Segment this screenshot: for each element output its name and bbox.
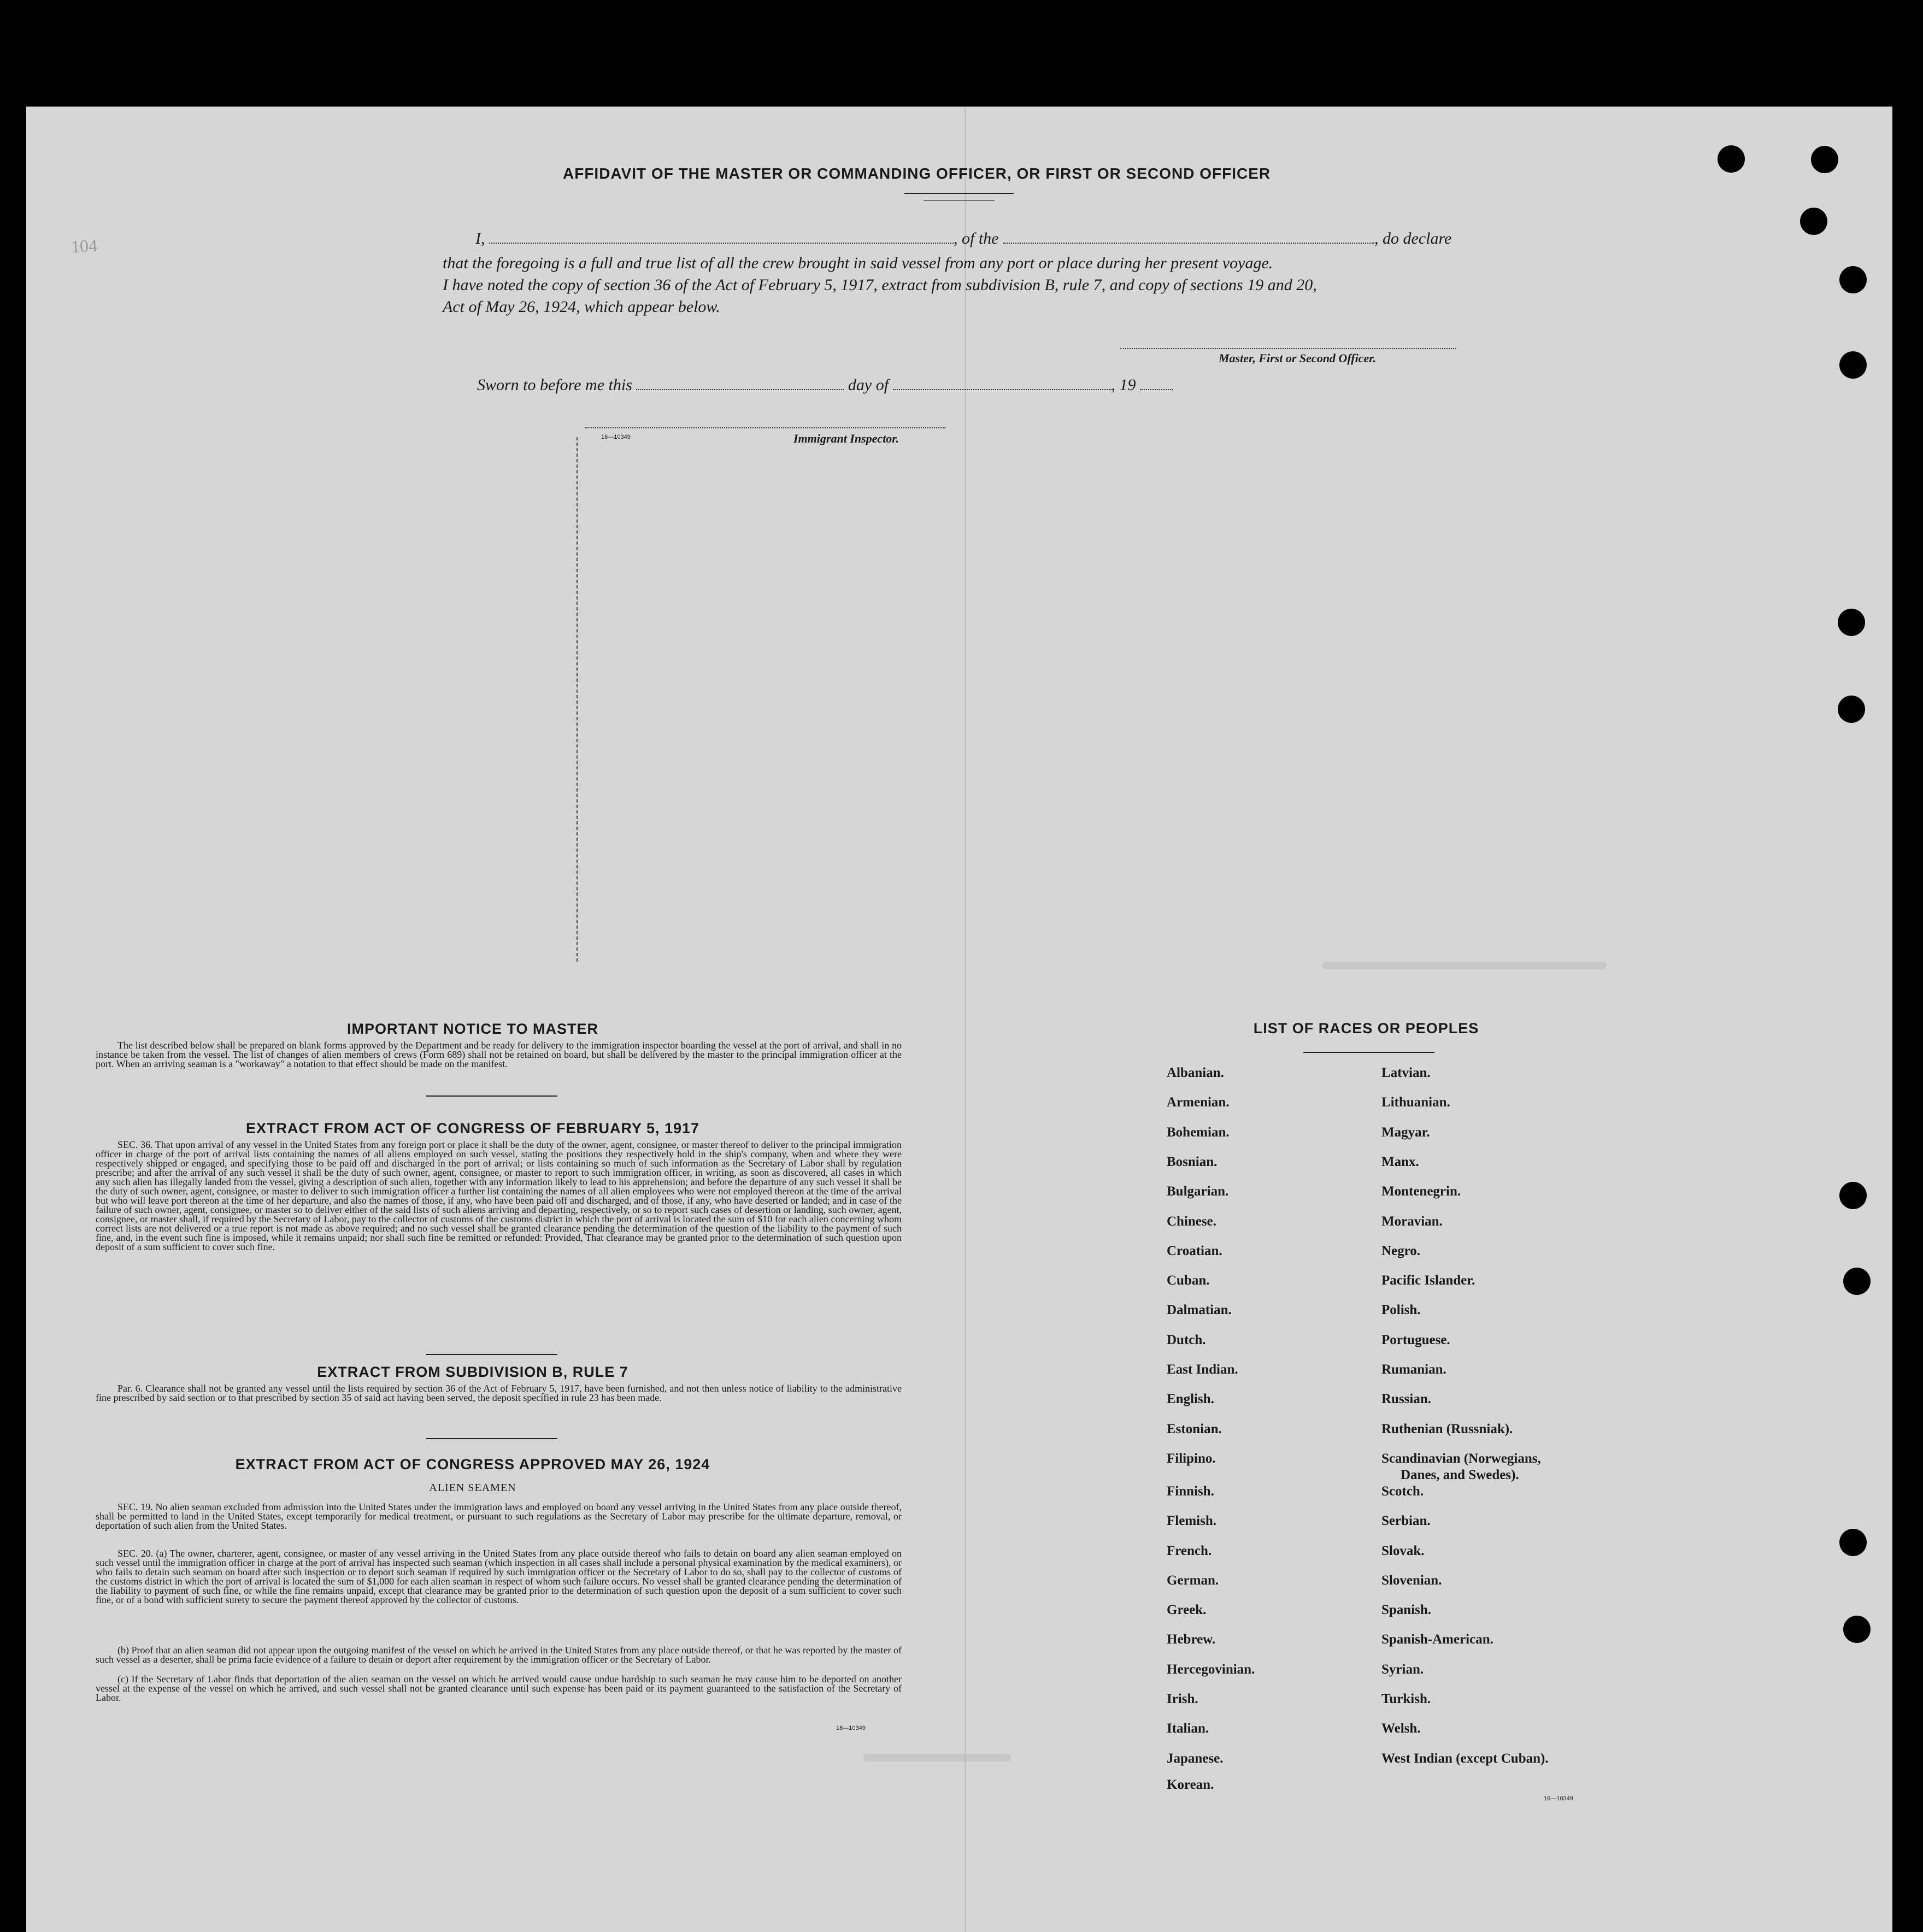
sworn-month-field[interactable] [893,377,1112,390]
master-signature-label: Master, First or Second Officer. [1219,351,1377,365]
race-item: Slovenian. [1381,1572,1442,1588]
affidavit-line-3: I have noted the copy of section 36 of the Act of February 5, 1917, extract from subdivision B, rule 7, and copy of sections 19 and 20, [443,276,1317,294]
extract-rule7-text: Par. 6. Clearance shall not be granted any vessel until the lists required by section 36 of the Act of February 5, 1917, have been furnished, and not then unless notice of liability to the administrative fine prescribed by said section or to that prescribed by section 35 of said act having been served, the deposit specified in rule 23 has been made. [96,1383,902,1403]
race-item: Dalmatian. [1167,1303,1232,1318]
race-item: Welsh. [1381,1721,1421,1736]
race-item: Russian. [1381,1392,1432,1407]
race-item: Portuguese. [1381,1332,1450,1347]
race-item: Spanish. [1381,1603,1432,1618]
race-item: English. [1167,1392,1214,1407]
race-item: Montenegrin. [1381,1184,1461,1199]
race-item: Finnish. [1167,1483,1214,1499]
notice-title: IMPORTANT NOTICE TO MASTER [347,1021,598,1037]
races-title-rule [1303,1052,1434,1053]
form-number: 16—10349 [836,1725,866,1731]
race-item: Rumanian. [1381,1362,1446,1377]
name-field[interactable] [489,231,954,244]
master-signature-line [1120,348,1456,349]
race-item: Negro. [1381,1243,1421,1258]
race-item: Korean. [1167,1777,1214,1793]
vessel-field[interactable] [1003,231,1374,244]
extract-rule7-title: EXTRACT FROM SUBDIVISION B, RULE 7 [317,1364,628,1380]
punch-hole [1839,266,1867,293]
punch-hole [1839,351,1867,379]
extract-1924-subtitle: ALIEN SEAMEN [429,1482,516,1494]
race-item: Japanese. [1167,1751,1224,1766]
race-item: Scotch. [1381,1483,1424,1499]
extract-1917-title: EXTRACT FROM ACT OF CONGRESS OF FEBRUARY 5, 1917 [245,1120,700,1136]
form-number: 16—10349 [601,434,631,440]
race-item: Scandinavian (Norwegians, [1381,1451,1541,1466]
race-item: Serbian. [1381,1513,1431,1529]
punch-hole [1839,1182,1867,1209]
sec-20b-text: (b) Proof that an alien seaman did not appear upon the outgoing manifest of the vessel on which he arrived in the United States from any place outside thereof, or that he was reported by the master of such vessel as a deserter, shall be prima facie evidence of a failure to detain or deport after requirement by the immigration officer or the Secretary of Labor. [96,1645,902,1665]
race-item: Filipino. [1167,1451,1216,1466]
race-item: Turkish. [1381,1692,1431,1706]
faint-mark [1322,962,1607,969]
sworn-year-field[interactable] [1140,377,1173,390]
punch-hole [1811,146,1838,173]
race-item: Danes, and Swedes). [1401,1467,1519,1482]
race-item: Bosnian. [1167,1154,1218,1169]
inspector-signature-label: Immigrant Inspector. [793,432,899,445]
margin-note: 104 [70,235,98,257]
race-item: Manx. [1381,1154,1419,1169]
race-item: Italian. [1167,1721,1209,1736]
race-item: Magyar. [1381,1124,1430,1140]
faint-mark [863,1754,1011,1762]
races-title: LIST OF RACES OR PEOPLES [1253,1020,1479,1036]
race-item: Moravian. [1381,1214,1443,1229]
race-item: Syrian. [1381,1662,1424,1677]
race-item: Irish. [1167,1692,1198,1706]
sec-19-text: SEC. 19. No alien seaman excluded from admission into the United States under the immigration laws and employed on board any vessel arriving in the United States from any place outside thereof, shall be permitted to land in the United States, except temporarily for medical treatment, or pursuant to such regulations as the Secretary of Labor may prescribe for the ultimate departure, removal, or deportation of such alien from the United States. [96,1501,902,1531]
affidavit-line-4: Act of May 26, 1924, which appear below. [443,298,720,316]
race-item: Chinese. [1167,1214,1216,1229]
sec-20a-text: SEC. 20. (a) The owner, charterer, agent, consignee, or master of any vessel arriving in the United States from any place outside thereof who fails to detain on board any alien seaman employed on such vessel until the immigration officer in charge at the port of arrival has inspected such seaman (which inspection in all cases shall include a personal physical examination by the medical examiners), or who fails to detain such seaman on board after such inspection or to deport such seaman if required by such immigration officer or the Secretary of Labor to do so, shall pay to the collector of customs of the customs district in which the port of arrival is located the sum of $1,000 for each alien seaman in respect of whom such failure occurs. No vessel shall be granted clearance pending the determination of the liability to payment of such fine, or while the fine remains unpaid, except that clearance may be granted prior to the determination of such question upon the deposit of a sum sufficient to cover such fine, or of a bond with sufficient surety to secure the payment thereof approved by the collector of customs. [96,1548,902,1605]
race-item: French. [1167,1543,1212,1558]
sec-20c-text: (c) If the Secretary of Labor finds that deportation of the alien seaman on the vessel on which he arrived would cause undue hardship to such seaman he may cause him to be deported on another vessel at the expense of the vessel on which he arrived, and such vessel shall not be granted clearance until such expense has been paid or its payment guaranteed to the satisfaction of the Secretary of Labor. [96,1674,902,1703]
inspector-signature-line [585,427,945,428]
race-item: Bohemian. [1167,1124,1230,1140]
race-item: Hercegovinian. [1167,1662,1255,1677]
section-rule [426,1438,557,1439]
race-item: Slovak. [1381,1543,1425,1558]
vertical-dotted-guide [577,437,578,962]
race-item: Greek. [1167,1603,1207,1618]
race-item: East Indian. [1167,1362,1238,1377]
sworn-day-label: day of [848,376,889,394]
race-item: Croatian. [1167,1243,1222,1258]
race-item: Dutch. [1167,1332,1206,1347]
punch-hole [1843,1268,1871,1295]
race-item: Spanish-American. [1381,1632,1493,1647]
race-item: Flemish. [1167,1513,1216,1529]
affidavit-i: I, [475,229,485,248]
form-number: 16—10349 [1544,1795,1573,1802]
title-rule [924,200,995,201]
section-rule [426,1354,557,1355]
race-item: Armenian. [1167,1095,1230,1110]
race-item: Bulgarian. [1167,1184,1229,1199]
punch-hole [1838,696,1865,723]
race-item: German. [1167,1572,1219,1588]
affidavit-line-1 [475,229,1451,248]
race-item: Latvian. [1381,1065,1431,1080]
race-item: Polish. [1381,1303,1421,1318]
race-item: Pacific Islander. [1381,1273,1475,1288]
punch-hole [1839,1529,1867,1556]
affidavit-title: AFFIDAVIT OF THE MASTER OR COMMANDING OFFICER, OR FIRST OR SECOND OFFICER [563,165,1271,182]
race-item: Ruthenian (Russniak). [1381,1421,1513,1436]
extract-1917-text: SEC. 36. That upon arrival of any vessel in the United States from any foreign port or place it shall be the duty of the owner, agent, consignee, or master thereof to deliver to the principal immigration officer in charge of the port of arrival lists containing the names of all aliens employed on such vessel, stating the positions they respectively hold in the ship's company, when and where they were respectively shipped or engaged, and specifying those to be paid off and discharged in the port of arrival; or lists containing so much of such information as the Secretary of Labor shall by regulation prescribe; and after the arrival of any such vessel it shall be the duty of such owner, agent, consignee, or master to report to such immigration officer, in writing, as soon as discovered, all cases in which any such alien has illegally landed from the vessel, giving a description of such alien, together with any information likely to lead to his apprehension; and before the departure of any such vessel it shall be the duty of such owner, agent, consignee, or master to deliver to such immigration officer a further list containing the names of all alien employees who were not employed thereon at the time of the arrival but who will leave port thereon at the time of her departure, and also the names of those, if any, who have been paid off and discharged, and of those, if any, who have deserted or landed; and in case of the failure of such owner, agent, consignee, or master so to deliver either of the said lists of such aliens arriving and departing, respectively, or so to report such cases of desertion or landing, such owner, agent, consignee, or master shall, if required by the Secretary of Labor, pay to the collector of customs of the customs district in which the port of arrival is located the sum of $10 for each alien concerning whom correct lists are not delivered or a true report is not made as above required; and no such vessel shall be granted clearance pending the determination of the question of the liability to the payment of such fine, and, in the event such fine is imposed, while it remains unpaid; nor shall such fine be remitted or refunded: Provided, That clearance may be granted prior to the determination of such question upon deposit of a sum sufficient to cover such fine. [96,1139,902,1252]
race-item: Cuban. [1167,1273,1210,1288]
section-rule [426,1095,557,1097]
notice-text: The list described below shall be prepared on blank forms approved by the Department and be ready for delivery to the immigration inspector boarding the vessel at the port of arrival, and shall in no instance be taken from the vessel. The list of changes of alien members of crews (Form 689) shall not be retained on board, but shall be delivered by the master to the principal immigration officer at the port. When an arriving seaman is a "workaway" a notation to that effect should be made on the manifest. [96,1040,902,1069]
affidavit-line-2: that the foregoing is a full and true list of all the crew brought in said vessel from any port or place during her present voyage. [443,254,1273,272]
punch-hole [1843,1616,1871,1643]
extract-1924-title: EXTRACT FROM ACT OF CONGRESS APPROVED MAY 26, 1924 [235,1456,710,1472]
race-item: Lithuanian. [1381,1095,1450,1110]
race-item: Albanian. [1167,1065,1224,1080]
affidavit-of: , of the [954,229,999,248]
sworn-prefix: Sworn to before me this [477,376,632,394]
race-item: Estonian. [1167,1421,1222,1436]
title-rule [904,193,1014,194]
punch-hole [1800,208,1827,235]
race-item: Hebrew. [1167,1632,1216,1647]
affidavit-declare: , do declare [1374,229,1452,248]
sworn-day-field[interactable] [636,377,844,390]
race-item: West Indian (except Cuban). [1381,1751,1549,1766]
sworn-line [477,376,1173,394]
punch-hole [1718,145,1745,173]
sworn-year-label: , 19 [1111,376,1136,394]
punch-hole [1838,609,1865,636]
